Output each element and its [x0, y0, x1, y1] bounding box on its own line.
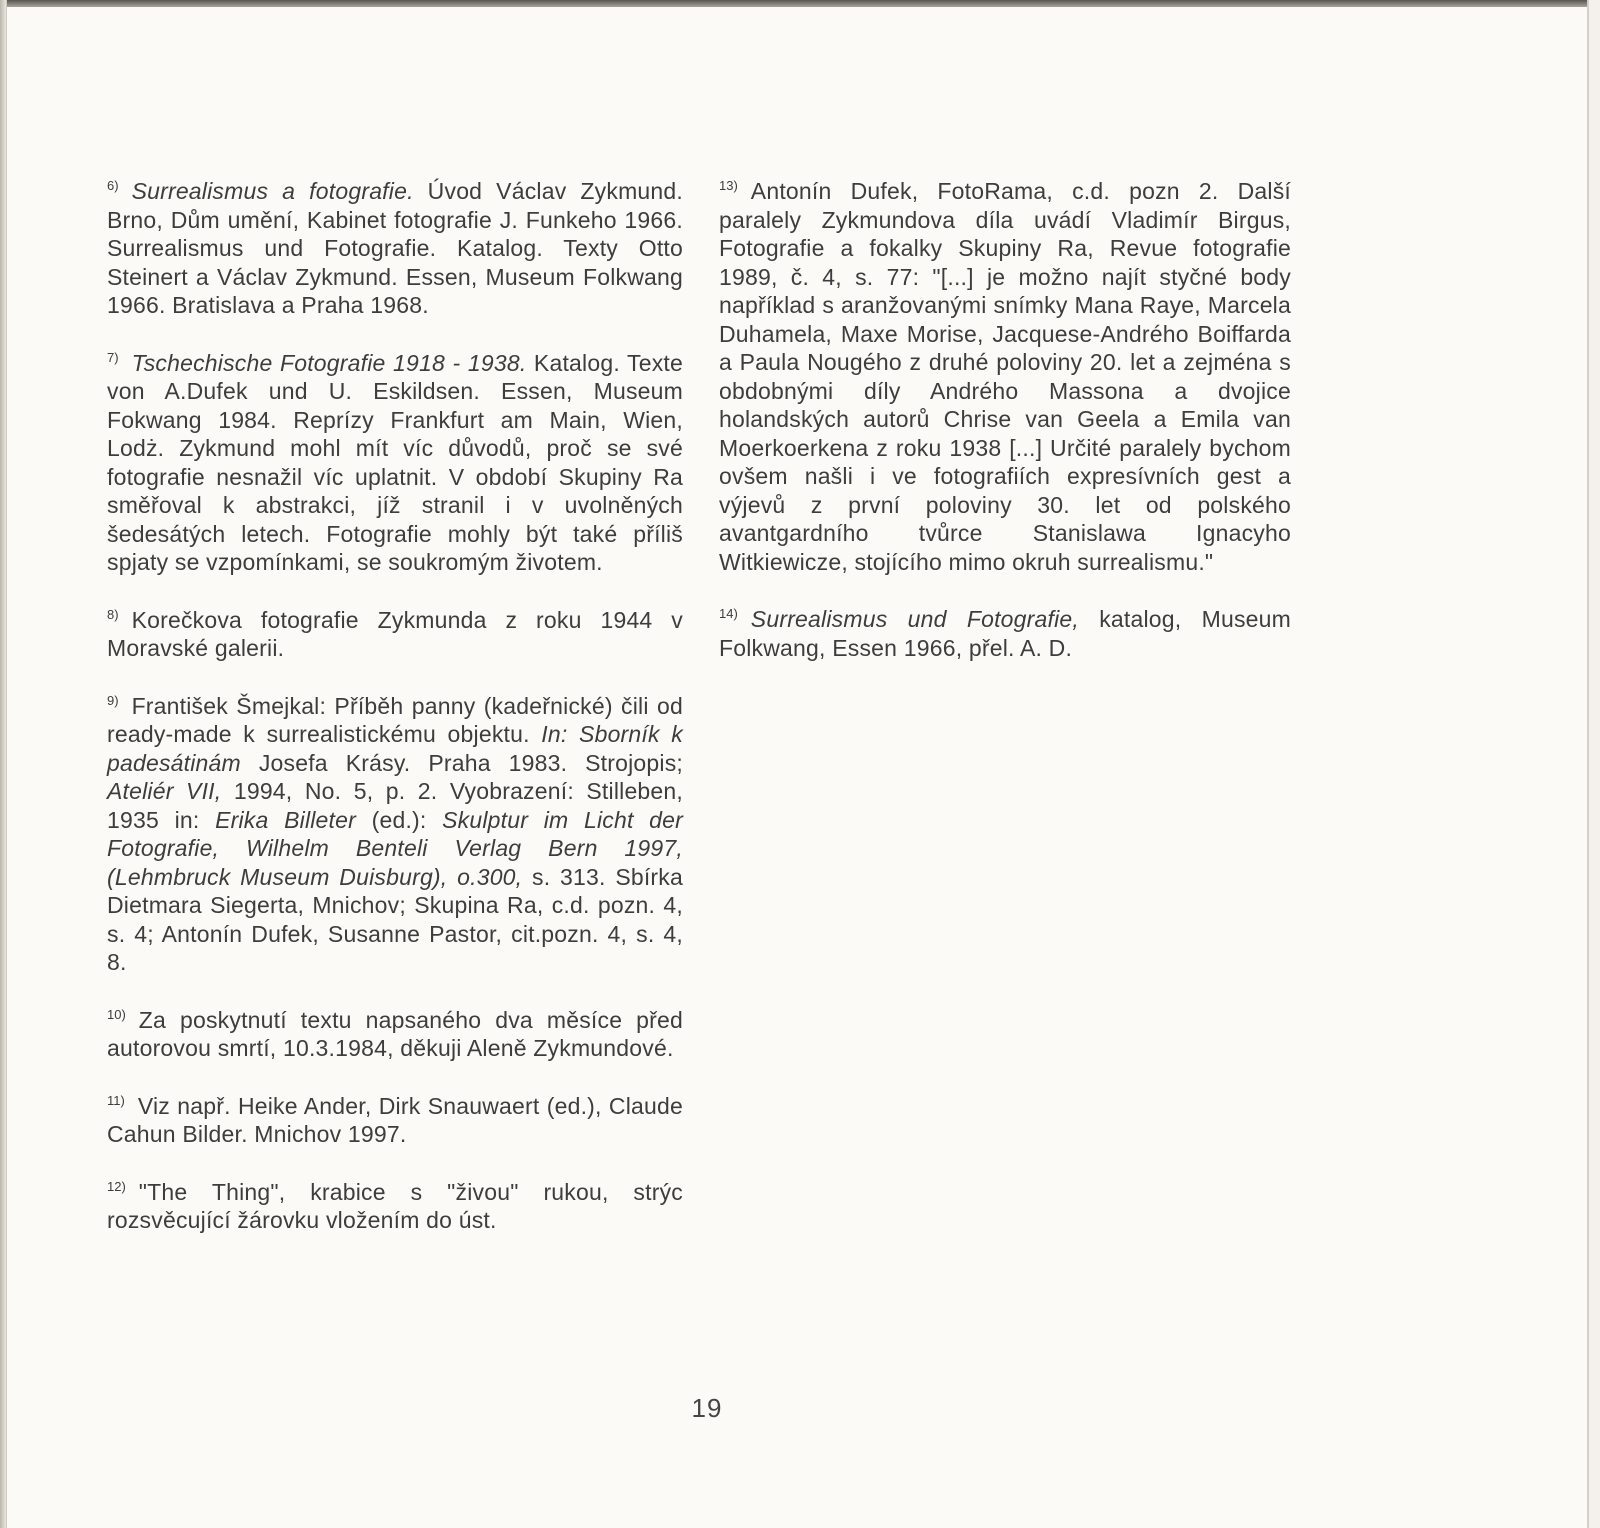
footnote-text: Za poskytnutí textu napsaného dva měsíce před autorovou smrtí, 10.3.1984, děkuji Aleně Zykmundové.: [107, 1006, 683, 1061]
footnote-marker: 14): [719, 606, 738, 621]
footnote-6: [107, 177, 683, 320]
footnote-text-italic: Surrealismus und Fotografie,: [750, 606, 1079, 632]
footnote-text: 1994, No. 5, p. 2. Vyobrazení: Stilleben, 1935 in:: [107, 778, 683, 833]
footnote-text-italic: Tschechische Fotografie 1918 - 1938.: [131, 349, 527, 376]
footnote-text: František Šmejkal: Příběh panny (kadeřnické) čili od ready-made k surrealistickému objektu.: [107, 692, 683, 747]
footnote-marker: 11): [107, 1092, 125, 1108]
footnote-text: Antonín Dufek, FotoRama, c.d. pozn 2. Další paralely Zykmundova díla uvádí Vladimír Birgus, Fotografie a fokalky Skupiny Ra, Revue fotografie 1989, č. 4, s. 77: "[...] je možno najít styčné body například s aranžovanými snímky Mana Raye, Marcela Duhamela, Maxe Morise, Jacquese-Andrého Boiffarda a Paula Nougého z druhé poloviny 20. let a zejména s obdobnými díly Andrého Massona a dvojice holandských autorů Chrise van Geela a Emila van Moerkoerkena z roku 1938 [...] Určité paralely bychom ovšem našli i ve fotografiích expresívních gest a výjevů z první poloviny 30. let od polského avantgardního tvůrce Stanislawa Ignacyho Witkiewicze, stojícího mimo okruh surrealismu.": [719, 178, 1291, 575]
scanned-book-page: [7, 7, 1587, 1528]
footnote-text-italic: Skulptur im Licht der Fotografie, Wilhelm Benteli Verlag Bern 1997, (Lehmbruck Museum Duisburg), o.300,: [107, 806, 684, 890]
footnote-12: [107, 1178, 683, 1235]
footnote-13: [719, 177, 1291, 576]
footnote-marker: 7): [107, 349, 119, 365]
footnote-text: katalog, Museum Folkwang, Essen 1966, přel. A. D.: [719, 606, 1291, 661]
footnote-marker: 13): [719, 178, 738, 193]
footnote-text: Úvod Václav Zykmund. Brno, Dům umění, Kabinet fotografie J. Funkeho 1966. Surrealismus und Fotografie. Katalog. Texty Otto Steinert a Václav Zykmund. Essen, Museum Folkwang 1966. Bratislava a Praha 1968.: [107, 178, 683, 318]
footnote-text: (ed.):: [356, 806, 443, 833]
footnotes-column-left: [107, 177, 683, 1235]
footnote-14: [719, 605, 1291, 662]
footnote-text-italic: Ateliér VII,: [107, 778, 222, 804]
footnote-9: [107, 692, 683, 977]
footnote-text-italic: Erika Billeter: [215, 806, 356, 833]
footnote-text: Korečkova fotografie Zykmunda z roku 1944 v Moravské galerii.: [107, 606, 683, 661]
footnote-7: [107, 349, 683, 577]
page-edge-margin: [1589, 0, 1600, 1528]
footnote-10: [107, 1006, 683, 1063]
footnote-marker: 8): [107, 606, 119, 622]
footnote-text-italic: Surrealismus a fotografie.: [131, 178, 414, 204]
page-number: 19: [691, 1393, 723, 1423]
footnote-text: "The Thing", krabice s "živou" rukou, strýc rozsvěcující žárovku vložením do úst.: [107, 1178, 683, 1233]
footnotes-column-right: [719, 177, 1291, 662]
footnote-marker: 10): [107, 1006, 126, 1022]
footnote-marker: 12): [107, 1178, 126, 1194]
footnote-marker: 9): [107, 692, 119, 708]
footnote-text: Josefa Krásy. Praha 1983. Strojopis;: [240, 749, 683, 776]
footnote-text: s. 313. Sbírka Dietmara Siegerta, Mnichov; Skupina Ra, c.d. pozn. 4, s. 4; Antonín Dufek, Susanne Pastor, cit.pozn. 4, s. 4, 8.: [107, 863, 683, 975]
footnote-text: Katalog. Texte von A.Dufek und U. Eskildsen. Essen, Museum Fokwang 1984. Reprízy Frankfurt am Main, Wien, Lodż. Zykmund mohl mít víc důvodů, proč se své fotografie nesnažil víc uplatnit. V období Skupiny Ra směřoval k abstrakci, jíž stranil i v uvolněných šedesátých letech. Fotografie mohly být také příliš spjaty se vzpomínkami, se soukromým životem.: [107, 349, 683, 575]
footnote-text: Viz např. Heike Ander, Dirk Snauwaert (ed.), Claude Cahun Bilder. Mnichov 1997.: [107, 1092, 683, 1147]
footnote-marker: 6): [107, 178, 119, 193]
footnote-text-italic: In: Sborník k padesátinám: [107, 721, 683, 776]
footnote-11: [107, 1092, 683, 1149]
footnote-8: [107, 606, 683, 663]
page-edge-line: [1587, 0, 1589, 1528]
scan-edge-top: [0, 0, 1600, 7]
scan-edge-left: [0, 0, 7, 1528]
